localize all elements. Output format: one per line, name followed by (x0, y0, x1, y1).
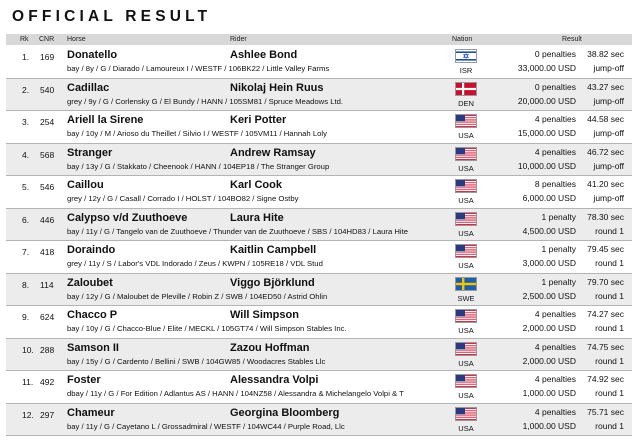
rider-name: Kaitlin Campbell (230, 244, 317, 256)
rider-name: Will Simpson (230, 309, 299, 321)
rider-name: Viggo Björklund (230, 276, 315, 289)
time-cell: 75.71 sec (587, 406, 624, 417)
rank-cell: 3. (22, 117, 30, 127)
round-cell: round 1 (595, 225, 624, 236)
horse-details: bay / 8y / G / Diarado / Lamoureux I / WESTF / 106BK22 / Little Valley Farms (67, 64, 330, 73)
penalties-cell: 0 penalties (534, 81, 576, 92)
nation-code: SWE (457, 293, 475, 303)
round-cell: jump-off (593, 95, 624, 106)
penalties-cell: 4 penalties (534, 114, 576, 124)
cnr-cell: 114 (40, 279, 54, 290)
prize-cell: 10,000.00 USD (517, 160, 576, 171)
cnr-cell: 546 (40, 182, 55, 192)
time-cell: 78.30 sec (587, 211, 624, 222)
result-table (6, 46, 632, 436)
rider-name: Zazou Hoffman (230, 341, 310, 354)
cnr-cell: 492 (40, 377, 55, 387)
round-cell: round 1 (595, 323, 624, 333)
horse-details: bay / 13y / G / Stakkato / Cheenook / HANN / 104EP18 / The Stranger Group (67, 161, 330, 171)
penalties-cell: 4 penalties (534, 341, 576, 352)
usa-flag-icon (455, 244, 477, 258)
rider-name: Keri Potter (230, 114, 287, 126)
prize-cell: 2,500.00 USD (522, 290, 576, 301)
rank-cell: 5. (22, 182, 30, 192)
round-cell: jump-off (593, 193, 624, 203)
time-cell: 79.45 sec (587, 244, 624, 254)
table-row (6, 241, 632, 274)
penalties-cell: 4 penalties (534, 406, 576, 417)
cnr-cell: 169 (40, 52, 55, 62)
horse-details: grey / 11y / S / Labor's VDL Indorado / Zeus / KWPN / 105RE18 / VDL Stud (67, 259, 323, 268)
nation-code: USA (458, 358, 474, 368)
table-row (6, 371, 632, 404)
rider-name: Nikolaj Hein Ruus (230, 81, 324, 94)
penalties-cell: 1 penalty (541, 211, 576, 222)
horse-name: Samson II (67, 341, 119, 354)
rider-name: Laura Hite (230, 211, 284, 224)
rider-name: Ashlee Bond (230, 49, 298, 61)
horse-name: Ariell la Sirene (67, 114, 144, 126)
table-row (6, 404, 632, 437)
nation-code: USA (458, 326, 474, 335)
swe-flag-icon (455, 277, 477, 291)
horse-details: bay / 11y / G / Tangelo van de Zuuthoeve / Thunder van de Zuuthoeve / SBS / 104HD83 / Laura Hite (67, 226, 409, 236)
prize-cell: 15,000.00 USD (517, 128, 576, 138)
cnr-cell: 568 (40, 149, 55, 160)
prize-cell: 20,000.00 USD (517, 95, 576, 106)
nation-code: USA (458, 391, 474, 400)
round-cell: round 1 (595, 290, 624, 301)
nation-code: USA (458, 423, 474, 433)
rank-cell: 10. (22, 344, 34, 355)
table-row (6, 144, 632, 177)
nation-code: USA (458, 261, 474, 270)
table-row (6, 339, 632, 372)
cnr-cell: 288 (40, 344, 55, 355)
prize-cell: 4,500.00 USD (522, 225, 576, 236)
header-rk: Rk (20, 35, 29, 43)
horse-name: Doraindo (67, 244, 116, 256)
isr-flag-icon (455, 49, 477, 63)
nation-code: USA (458, 163, 474, 173)
round-cell: round 1 (595, 355, 624, 366)
penalties-cell: 1 penalty (541, 244, 576, 254)
rank-cell: 1. (22, 52, 30, 62)
rider-name: Karl Cook (230, 179, 282, 191)
horse-details: dbay / 11y / G / For Edition / Adlantus AS / HANN / 104NZ58 / Alessandra & Michelangelo Volpi & T (67, 389, 404, 398)
nation-code: DEN (458, 98, 474, 108)
time-cell: 44.58 sec (587, 114, 624, 124)
horse-details: bay / 10y / G / Chacco-Blue / Elite / MECKL / 105GT74 / Will Simpson Stables Inc. (67, 324, 347, 333)
cnr-cell: 254 (40, 117, 55, 127)
horse-details: bay / 15y / G / Cardento / Bellini / SWB / 104GW85 / Woodacres Stables Llc (67, 356, 326, 366)
prize-cell: 2,000.00 USD (522, 323, 576, 333)
usa-flag-icon (455, 374, 477, 388)
nation-code: USA (458, 131, 474, 140)
horse-name: Caillou (67, 179, 104, 191)
header-result: Result (562, 35, 582, 43)
time-cell: 43.27 sec (587, 81, 624, 92)
rank-cell: 12. (22, 409, 34, 420)
time-cell: 38.82 sec (587, 49, 624, 59)
nation-code: USA (458, 196, 474, 205)
round-cell: jump-off (593, 63, 624, 73)
table-row (6, 111, 632, 144)
horse-name: Cadillac (67, 81, 110, 94)
horse-details: bay / 11y / G / Cayetano L / Grossadmiral / WESTF / 104WC44 / Purple Road, Llc (67, 421, 345, 431)
horse-name: Foster (67, 374, 101, 386)
table-row (6, 176, 632, 209)
table-row (6, 46, 632, 79)
time-cell: 41.20 sec (587, 179, 624, 189)
table-row (6, 306, 632, 339)
header-horse: Horse (67, 35, 86, 43)
horse-name: Stranger (67, 146, 113, 159)
horse-name: Chacco P (67, 309, 118, 321)
time-cell: 79.70 sec (587, 276, 624, 287)
horse-name: Calypso v/d Zuuthoeve (67, 211, 188, 224)
usa-flag-icon (455, 212, 477, 226)
cnr-cell: 540 (40, 84, 55, 95)
table-row (6, 274, 632, 307)
usa-flag-icon (455, 342, 477, 356)
penalties-cell: 1 penalty (541, 276, 576, 287)
prize-cell: 1,000.00 USD (522, 388, 576, 398)
cnr-cell: 418 (40, 247, 55, 257)
prize-cell: 1,000.00 USD (522, 420, 576, 431)
horse-name: Zaloubet (67, 276, 113, 289)
usa-flag-icon (455, 309, 477, 323)
cnr-cell: 446 (40, 214, 55, 225)
header-cnr: CNR (39, 35, 55, 43)
rank-cell: 11. (22, 377, 34, 387)
rider-name: Alessandra Volpi (230, 374, 319, 386)
usa-flag-icon (455, 147, 477, 161)
prize-cell: 3,000.00 USD (522, 258, 576, 268)
rank-cell: 4. (22, 149, 30, 160)
time-cell: 74.75 sec (587, 341, 624, 352)
time-cell: 74.92 sec (587, 374, 624, 384)
nation-code: USA (458, 228, 474, 238)
nation-code: ISR (459, 66, 473, 75)
horse-details: bay / 10y / M / Arioso du Theillet / Silvio I / WESTF / 105VM11 / Hannah Loly (67, 129, 327, 138)
table-header (6, 34, 632, 45)
time-cell: 74.27 sec (587, 309, 624, 319)
penalties-cell: 4 penalties (534, 146, 576, 157)
den-flag-icon (455, 82, 477, 96)
round-cell: round 1 (595, 388, 624, 398)
round-cell: jump-off (593, 160, 624, 171)
penalties-cell: 4 penalties (534, 374, 576, 384)
cnr-cell: 297 (40, 409, 55, 420)
horse-name: Chameur (67, 406, 115, 419)
round-cell: jump-off (593, 128, 624, 138)
header-nation: Nation (452, 35, 473, 43)
rank-cell: 6. (22, 214, 30, 225)
prize-cell: 33,000.00 USD (517, 63, 576, 73)
header-rider: Rider (230, 35, 247, 43)
rider-name: Georgina Bloomberg (230, 406, 340, 419)
horse-details: bay / 12y / G / Maloubet de Pleville / Robin Z / SWB / 104ED50 / Astrid Ohlin (67, 291, 328, 301)
usa-flag-icon (455, 407, 477, 421)
rider-name: Andrew Ramsay (230, 146, 316, 159)
round-cell: round 1 (595, 258, 624, 268)
penalties-cell: 0 penalties (534, 49, 576, 59)
penalties-cell: 4 penalties (534, 309, 576, 319)
horse-details: grey / 9y / G / Corlensky G / El Bundy / HANN / 105SM81 / Spruce Meadows Ltd. (67, 96, 344, 106)
prize-cell: 2,000.00 USD (522, 355, 576, 366)
rank-cell: 8. (22, 279, 30, 290)
penalties-cell: 8 penalties (534, 179, 576, 189)
rank-cell: 9. (22, 312, 30, 322)
horse-details: grey / 12y / G / Casall / Corrado I / HOLST / 104BO82 / Signe Ostby (67, 194, 299, 203)
table-row (6, 79, 632, 112)
prize-cell: 6,000.00 USD (522, 193, 576, 203)
usa-flag-icon (455, 179, 477, 193)
table-row (6, 209, 632, 242)
rank-cell: 2. (22, 84, 30, 95)
usa-flag-icon (455, 114, 477, 128)
time-cell: 46.72 sec (587, 146, 624, 157)
page-title: OFFICIAL RESULT (12, 8, 212, 25)
horse-name: Donatello (67, 49, 118, 61)
cnr-cell: 624 (40, 312, 55, 322)
round-cell: round 1 (595, 420, 624, 431)
rank-cell: 7. (22, 247, 30, 257)
